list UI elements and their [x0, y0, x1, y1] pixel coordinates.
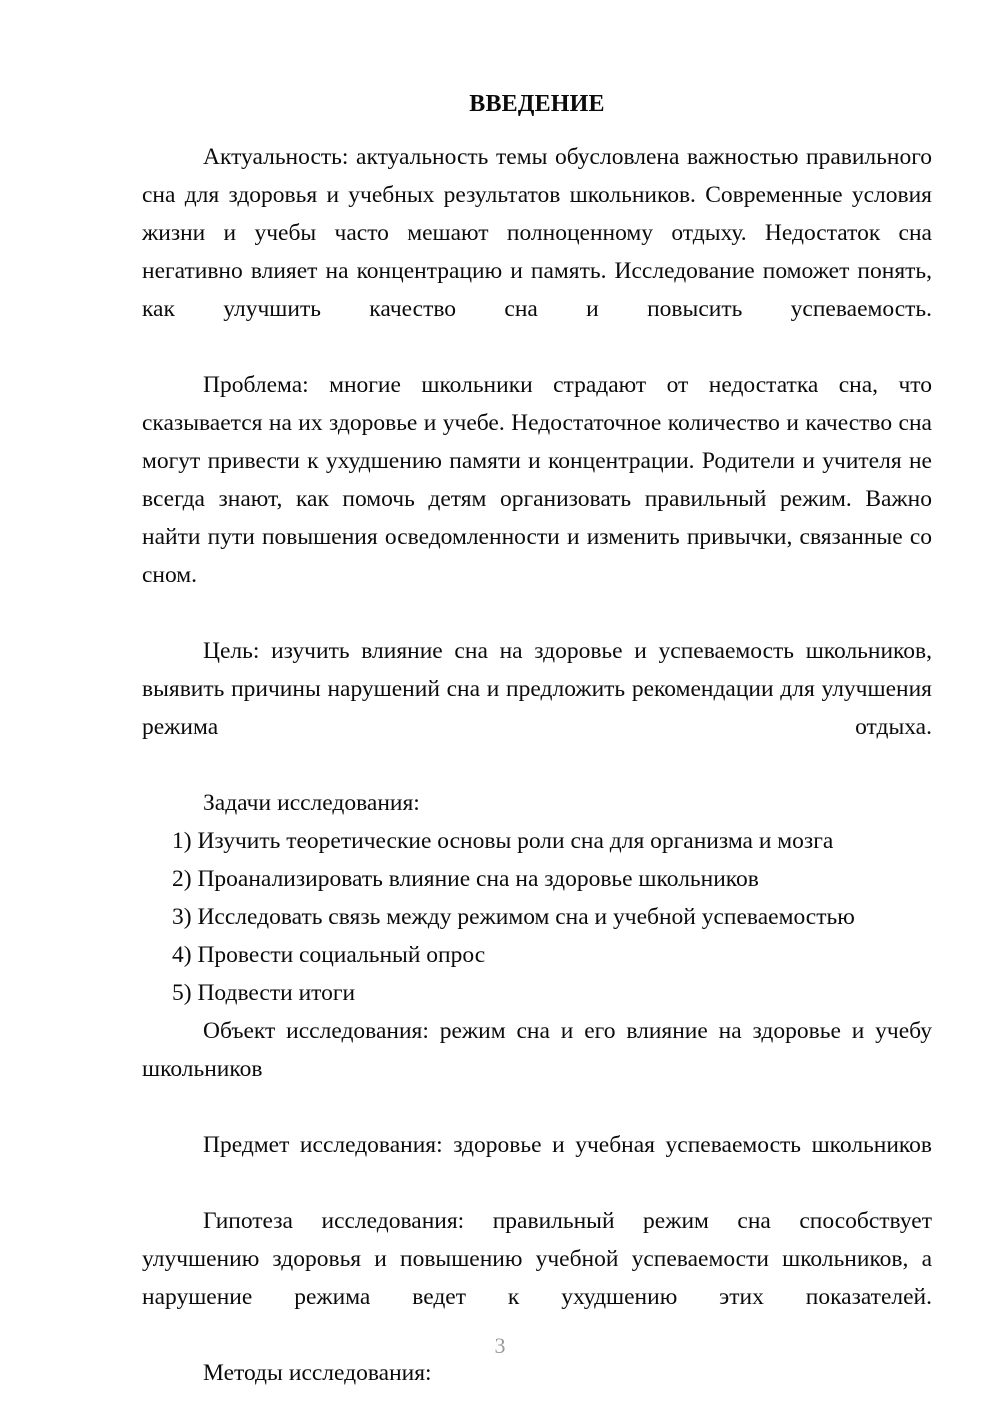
- page-title: ВВЕДЕНИЕ: [469, 91, 605, 117]
- page-content: [142, 86, 932, 1392]
- paragraph-relevance: Актуальность: актуальность темы обусловлена важностью правильного сна для здоровья и учебных результатов школьников. Современные условия жизни и учебы часто мешают полноценному отдыху. Недостаток сна негативно влияет на концентрацию и память. Исследование поможет понять, как улучшить качество сна и повысить успеваемость.: [142, 144, 932, 322]
- list-item: 2) Проанализировать влияние сна на здоровье школьников: [172, 866, 759, 892]
- paragraph-hypothesis: Гипотеза исследования: правильный режим сна способствует улучшению здоровья и повышению учебной успеваемости школьников, а нарушение режима ведет к ухудшению этих показателей.: [142, 1208, 932, 1310]
- tasks-heading: Задачи исследования:: [203, 790, 420, 816]
- paragraph-object: Объект исследования: режим сна и его влияние на здоровье и учебу школьников: [142, 1018, 932, 1082]
- page-number: 3: [494, 1333, 506, 1358]
- paragraph-problem: Проблема: многие школьники страдают от недостатка сна, что сказывается на их здоровье и учебе. Недостаточное количество и качество сна могут привести к ухудшению памяти и концентрации. Родители и учителя не всегда знают, как помочь детям организовать правильный режим. Важно найти пути повышения осведомленности и изменить привычки, связанные со сном.: [142, 372, 932, 588]
- list-item: 1) Изучить теоретические основы роли сна для организма и мозга: [172, 828, 834, 854]
- methods-heading: Методы исследования:: [203, 1360, 432, 1386]
- paragraph-subject: Предмет исследования: здоровье и учебная успеваемость школьников: [203, 1132, 932, 1158]
- tasks-list: [142, 822, 932, 1012]
- paragraph-goal: Цель: изучить влияние сна на здоровье и успеваемость школьников, выявить причины нарушений сна и предложить рекомендации для улучшения режима отдыха.: [142, 638, 932, 740]
- list-item: 5) Подвести итоги: [172, 980, 356, 1006]
- list-item: 4) Провести социальный опрос: [172, 942, 486, 968]
- list-item: 3) Исследовать связь между режимом сна и учебной успеваемостью: [172, 904, 855, 930]
